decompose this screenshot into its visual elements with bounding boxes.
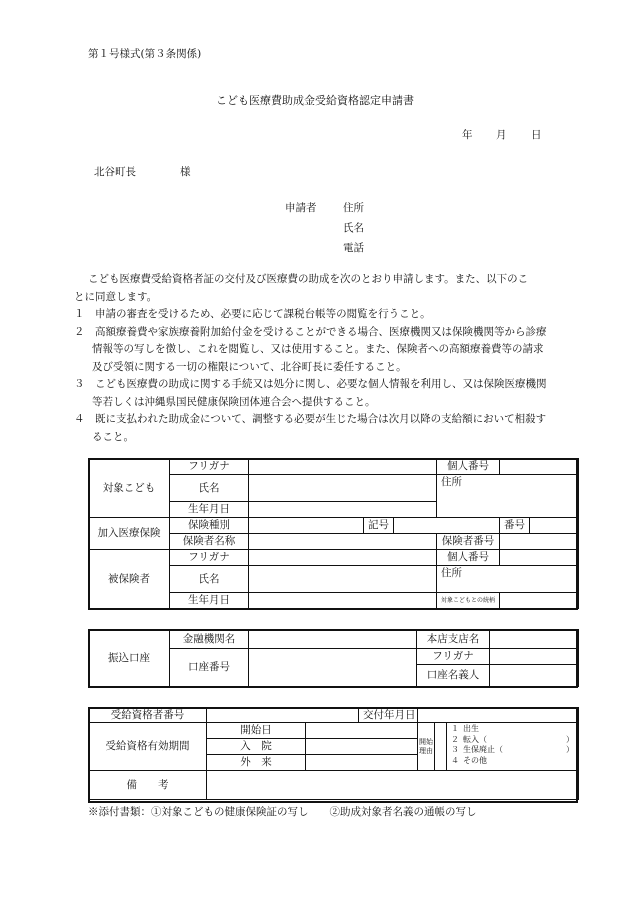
applicant-phone: 電話 [343,242,364,254]
child-name-field[interactable] [249,475,437,502]
applicant-address: 住所 [343,202,364,214]
insurer-no-label: 保険者番号 [437,534,500,550]
form-title: こども医療費助成金受給資格認定申請書 [216,94,414,107]
start-reason-mark-field[interactable] [435,723,447,771]
insured-section-label: 被保険者 [89,550,170,609]
holder-field[interactable] [490,665,579,687]
remarks-label: 備 考 [89,771,207,800]
consent-item-3: ３ こども医療費の助成に関する手続又は処分に関し、必要な個人情報を利用し、又は保険医療機関等若しくは沖縄県国民健康保険団体連合会へ提供すること。 [74,378,547,408]
applicant-label: 申請者 [285,202,317,214]
insurance-symbol-field[interactable] [394,518,500,534]
child-address-field[interactable] [437,475,579,518]
reason-birth[interactable]: １ 出生 [451,724,479,733]
insurance-number-field[interactable] [530,518,579,534]
child-address-label: 住所 [441,476,462,488]
applicant-name: 氏名 [343,222,364,234]
addressee: 北谷町長 [94,166,136,178]
child-furigana-field[interactable] [249,459,437,475]
insurer-name-label: 保険者名称 [170,534,249,550]
date-day: 日 [531,129,542,141]
consent-item-4: ４ 既に支払われた助成金について、調整する必要が生じた場合は次月以降の支給額において相殺すること。 [74,413,547,443]
bank-name-label: 金融機関名 [170,630,249,649]
insurer-no-field[interactable] [500,534,579,550]
branch-label: 本店支店名 [417,630,490,649]
child-personal-no-label: 個人番号 [437,459,500,475]
insurance-type-label: 保険種別 [170,518,249,534]
bank-account-table [88,629,578,688]
account-no-field[interactable] [249,649,417,687]
start-reason-label: 開始理由 [418,723,435,771]
inpatient-field[interactable] [306,739,418,755]
attachments-note: ※添付書類：①対象こどもの健康保険証の写し ②助成対象者名義の通帳の写し [88,806,477,818]
child-name-label: 氏名 [170,475,249,502]
holder-furigana-label: フリガナ [417,649,490,665]
date-year: 年 [462,129,473,141]
consent-text [74,271,552,446]
issue-date-field[interactable] [418,708,579,723]
insurance-number-label: 番号 [500,518,530,534]
reason-move-in[interactable]: ２ 転入（ ） [451,734,574,744]
form-number: 第１号様式(第３条関係) [88,48,202,60]
insurance-section-label: 加入医療保険 [89,518,170,550]
period-label: 受給資格有効期間 [89,723,207,771]
addressee-suffix: 様 [180,166,191,178]
consent-item-1: １ 申請の審査を受けるため、必要に応じて課税台帳等の閲覧を行うこと。 [74,308,431,320]
outpatient-field[interactable] [306,755,418,771]
account-no-label: 口座番号 [170,649,249,687]
remarks-field[interactable] [207,771,579,800]
consent-item-2: ２ 高額療養費や家族療養附加給付金を受けることができる場合、医療機関又は保険機関等から診療情報等の写しを徴し、これを閲覧し、又は使用すること。また、保険者への高額療養費等の請求及び受領に関する一切の権限について、北谷町長に委任すること。 [74,325,547,373]
start-date-label: 開始日 [207,723,306,739]
holder-furigana-field[interactable] [490,649,579,665]
child-section-label: 対象こども [89,459,170,518]
insured-name-field[interactable] [249,566,437,593]
date-month: 月 [496,129,507,141]
reason-welfare-end[interactable]: ３ 生保廃止（ ） [451,745,574,754]
holder-label: 口座名義人 [417,665,490,687]
insurer-name-field[interactable] [249,534,437,550]
bank-name-field[interactable] [249,630,417,649]
office-use-table [88,707,578,803]
holder-no-field[interactable] [207,708,359,723]
insured-name-label: 氏名 [170,566,249,593]
inpatient-label: 入 院 [207,739,306,755]
intro-line-1: こども医療費受給資格者証の交付及び医療費の助成を次のとおり申請します。また、以下のこ [88,273,529,285]
bank-section-label: 振込口座 [89,630,170,687]
reason-other[interactable]: ４ その他 [451,755,487,765]
insured-personal-no-label: 個人番号 [437,550,500,566]
intro-line-2: とに同意します。 [74,290,158,303]
start-date-field[interactable] [306,723,418,739]
insured-address-label: 住所 [441,567,462,579]
child-birth-label: 生年月日 [170,502,249,518]
insured-relation-label: 対象こどもとの続柄 [437,593,500,609]
insured-personal-no-field[interactable] [500,550,579,566]
insurance-type-field[interactable] [249,518,364,534]
insured-relation-field[interactable] [500,593,579,609]
holder-no-label: 受給資格者番号 [89,708,207,723]
insured-address-field[interactable] [437,566,579,593]
applicant-info-table [88,458,578,610]
child-birth-field[interactable] [249,502,437,518]
start-reason-list [447,723,579,771]
insured-furigana-label: フリガナ [170,550,249,566]
insured-birth-label: 生年月日 [170,593,249,609]
child-personal-no-field[interactable] [500,459,579,475]
outpatient-label: 外 来 [207,755,306,771]
insured-furigana-field[interactable] [249,550,437,566]
child-furigana-label: フリガナ [170,459,249,475]
branch-field[interactable] [490,630,579,649]
issue-date-label: 交付年月日 [359,708,418,723]
insurance-symbol-label: 記号 [364,518,394,534]
insured-birth-field[interactable] [249,593,437,609]
